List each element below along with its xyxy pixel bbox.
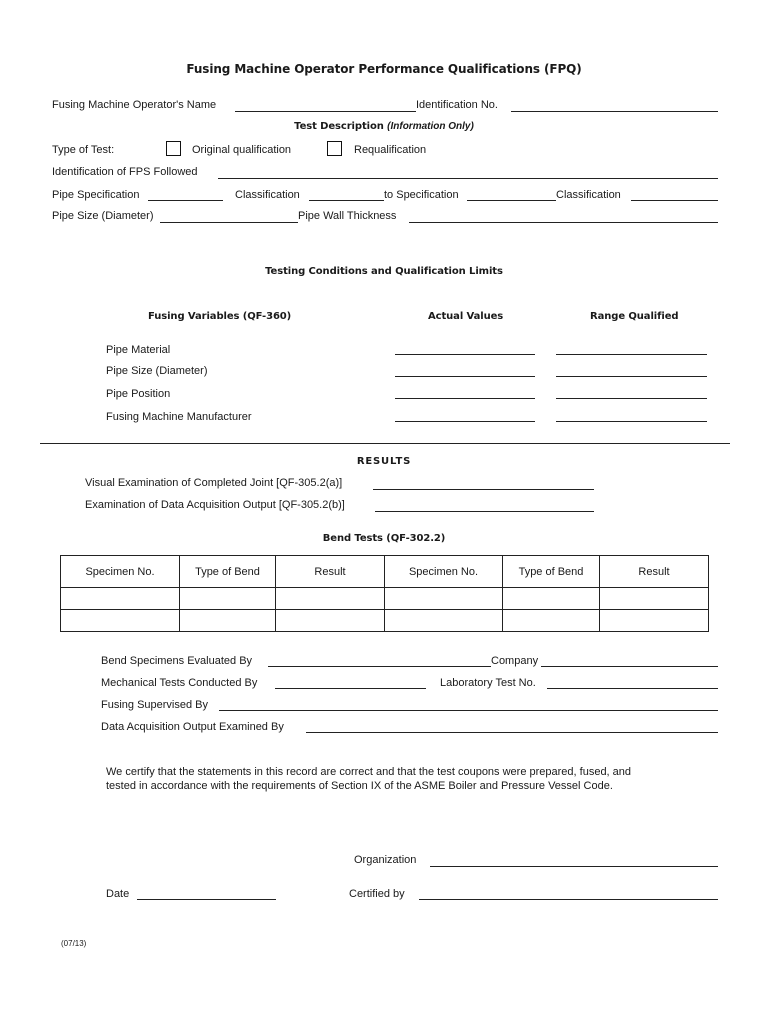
pipe-specification-label: Pipe Specification bbox=[52, 189, 140, 201]
requalification-checkbox[interactable] bbox=[327, 141, 342, 156]
column-header-specimen-no: Specimen No. bbox=[385, 556, 503, 588]
table-cell[interactable] bbox=[180, 610, 276, 632]
fusing-variables-header: Fusing Variables (QF-360) bbox=[148, 311, 292, 322]
visual-examination-field[interactable] bbox=[373, 489, 594, 490]
actual-value-field[interactable] bbox=[395, 421, 535, 422]
range-qualified-field[interactable] bbox=[556, 376, 707, 377]
table-cell[interactable] bbox=[385, 610, 503, 632]
table-cell[interactable] bbox=[503, 610, 600, 632]
organization-label: Organization bbox=[354, 854, 417, 866]
column-header-type-of-bend: Type of Bend bbox=[180, 556, 276, 588]
range-qualified-field[interactable] bbox=[556, 421, 707, 422]
data-examined-by-label: Data Acquisition Output Examined By bbox=[101, 721, 284, 733]
organization-field[interactable] bbox=[430, 866, 718, 867]
laboratory-test-no-label: Laboratory Test No. bbox=[440, 677, 536, 689]
testing-conditions-heading: Testing Conditions and Qualification Limits bbox=[265, 266, 503, 277]
mechanical-tests-field[interactable] bbox=[275, 688, 426, 689]
range-qualified-field[interactable] bbox=[556, 398, 707, 399]
bend-tests-heading: Bend Tests (QF-302.2) bbox=[322, 533, 446, 544]
table-cell[interactable] bbox=[385, 588, 503, 610]
certification-line-2: tested in accordance with the requirements of Section IX of the ASME Boiler and Pressure Vessel Code. bbox=[106, 780, 613, 792]
pipe-wall-thickness-field[interactable] bbox=[409, 222, 718, 223]
evaluated-by-label: Bend Specimens Evaluated By bbox=[101, 655, 253, 667]
page-title: Fusing Machine Operator Performance Qualifications (FPQ) bbox=[186, 62, 582, 76]
operator-name-field[interactable] bbox=[235, 111, 416, 112]
original-qualification-label: Original qualification bbox=[192, 144, 292, 156]
table-cell[interactable] bbox=[61, 588, 180, 610]
supervised-by-field[interactable] bbox=[219, 710, 718, 711]
table-header-row bbox=[61, 556, 709, 588]
column-header-specimen-no: Specimen No. bbox=[61, 556, 180, 588]
column-header-result: Result bbox=[600, 556, 709, 588]
classification-2-field[interactable] bbox=[631, 200, 718, 201]
table-cell[interactable] bbox=[276, 610, 385, 632]
table-cell[interactable] bbox=[180, 588, 276, 610]
table-row bbox=[61, 610, 709, 632]
certified-by-field[interactable] bbox=[419, 899, 718, 900]
company-label: Company bbox=[491, 655, 539, 667]
to-specification-field[interactable] bbox=[467, 200, 556, 201]
requalification-label: Requalification bbox=[354, 144, 427, 156]
table-cell[interactable] bbox=[600, 610, 709, 632]
identification-no-field[interactable] bbox=[511, 111, 718, 112]
bend-tests-table bbox=[60, 555, 709, 632]
results-heading: RESULTS bbox=[356, 456, 412, 467]
pipe-wall-thickness-label: Pipe Wall Thickness bbox=[298, 210, 397, 222]
information-only-note: (Information Only) bbox=[387, 121, 474, 132]
variable-row-label: Pipe Position bbox=[106, 388, 171, 400]
section-divider bbox=[40, 443, 730, 444]
visual-examination-label: Visual Examination of Completed Joint [QF-305.2(a)] bbox=[85, 477, 343, 489]
table-cell[interactable] bbox=[600, 588, 709, 610]
test-description-title: Test Description bbox=[294, 121, 384, 132]
table-row bbox=[61, 588, 709, 610]
variable-row-label: Pipe Size (Diameter) bbox=[106, 365, 208, 377]
company-field[interactable] bbox=[541, 666, 718, 667]
pipe-specification-field[interactable] bbox=[148, 200, 223, 201]
mechanical-tests-label: Mechanical Tests Conducted By bbox=[101, 677, 258, 689]
operator-name-label: Fusing Machine Operator's Name bbox=[52, 99, 217, 111]
classification-2-label: Classification bbox=[556, 189, 621, 201]
original-qualification-checkbox[interactable] bbox=[166, 141, 181, 156]
fps-followed-field[interactable] bbox=[218, 178, 718, 179]
supervised-by-label: Fusing Supervised By bbox=[101, 699, 208, 711]
range-qualified-field[interactable] bbox=[556, 354, 707, 355]
data-examined-by-field[interactable] bbox=[306, 732, 718, 733]
certification-line-1: We certify that the statements in this record are correct and that the test coupons were prepared, fused, and bbox=[106, 766, 632, 778]
classification-label: Classification bbox=[235, 189, 300, 201]
type-of-test-label: Type of Test: bbox=[52, 144, 115, 156]
classification-field[interactable] bbox=[309, 200, 384, 201]
date-field[interactable] bbox=[137, 899, 276, 900]
column-header-result: Result bbox=[276, 556, 385, 588]
variable-row-label: Fusing Machine Manufacturer bbox=[106, 411, 252, 423]
test-description-heading bbox=[0, 121, 768, 133]
table-cell[interactable] bbox=[276, 588, 385, 610]
range-qualified-header: Range Qualified bbox=[590, 311, 679, 322]
table-cell[interactable] bbox=[503, 588, 600, 610]
evaluated-by-field[interactable] bbox=[268, 666, 491, 667]
actual-value-field[interactable] bbox=[395, 354, 535, 355]
fps-followed-label: Identification of FPS Followed bbox=[52, 166, 198, 178]
pipe-size-field[interactable] bbox=[160, 222, 298, 223]
pipe-size-label: Pipe Size (Diameter) bbox=[52, 210, 154, 222]
laboratory-test-no-field[interactable] bbox=[547, 688, 718, 689]
certified-by-label: Certified by bbox=[349, 888, 405, 900]
actual-value-field[interactable] bbox=[395, 376, 535, 377]
date-label: Date bbox=[106, 888, 130, 900]
data-acquisition-examination-field[interactable] bbox=[375, 511, 594, 512]
actual-values-header: Actual Values bbox=[428, 311, 504, 322]
table-cell[interactable] bbox=[61, 610, 180, 632]
column-header-type-of-bend: Type of Bend bbox=[503, 556, 600, 588]
revision-code: (07/13) bbox=[61, 939, 87, 948]
variable-row-label: Pipe Material bbox=[106, 344, 171, 356]
data-acquisition-examination-label: Examination of Data Acquisition Output [QF-305.2(b)] bbox=[85, 499, 345, 511]
to-specification-label: to Specification bbox=[384, 189, 459, 201]
identification-no-label: Identification No. bbox=[416, 99, 498, 111]
actual-value-field[interactable] bbox=[395, 398, 535, 399]
